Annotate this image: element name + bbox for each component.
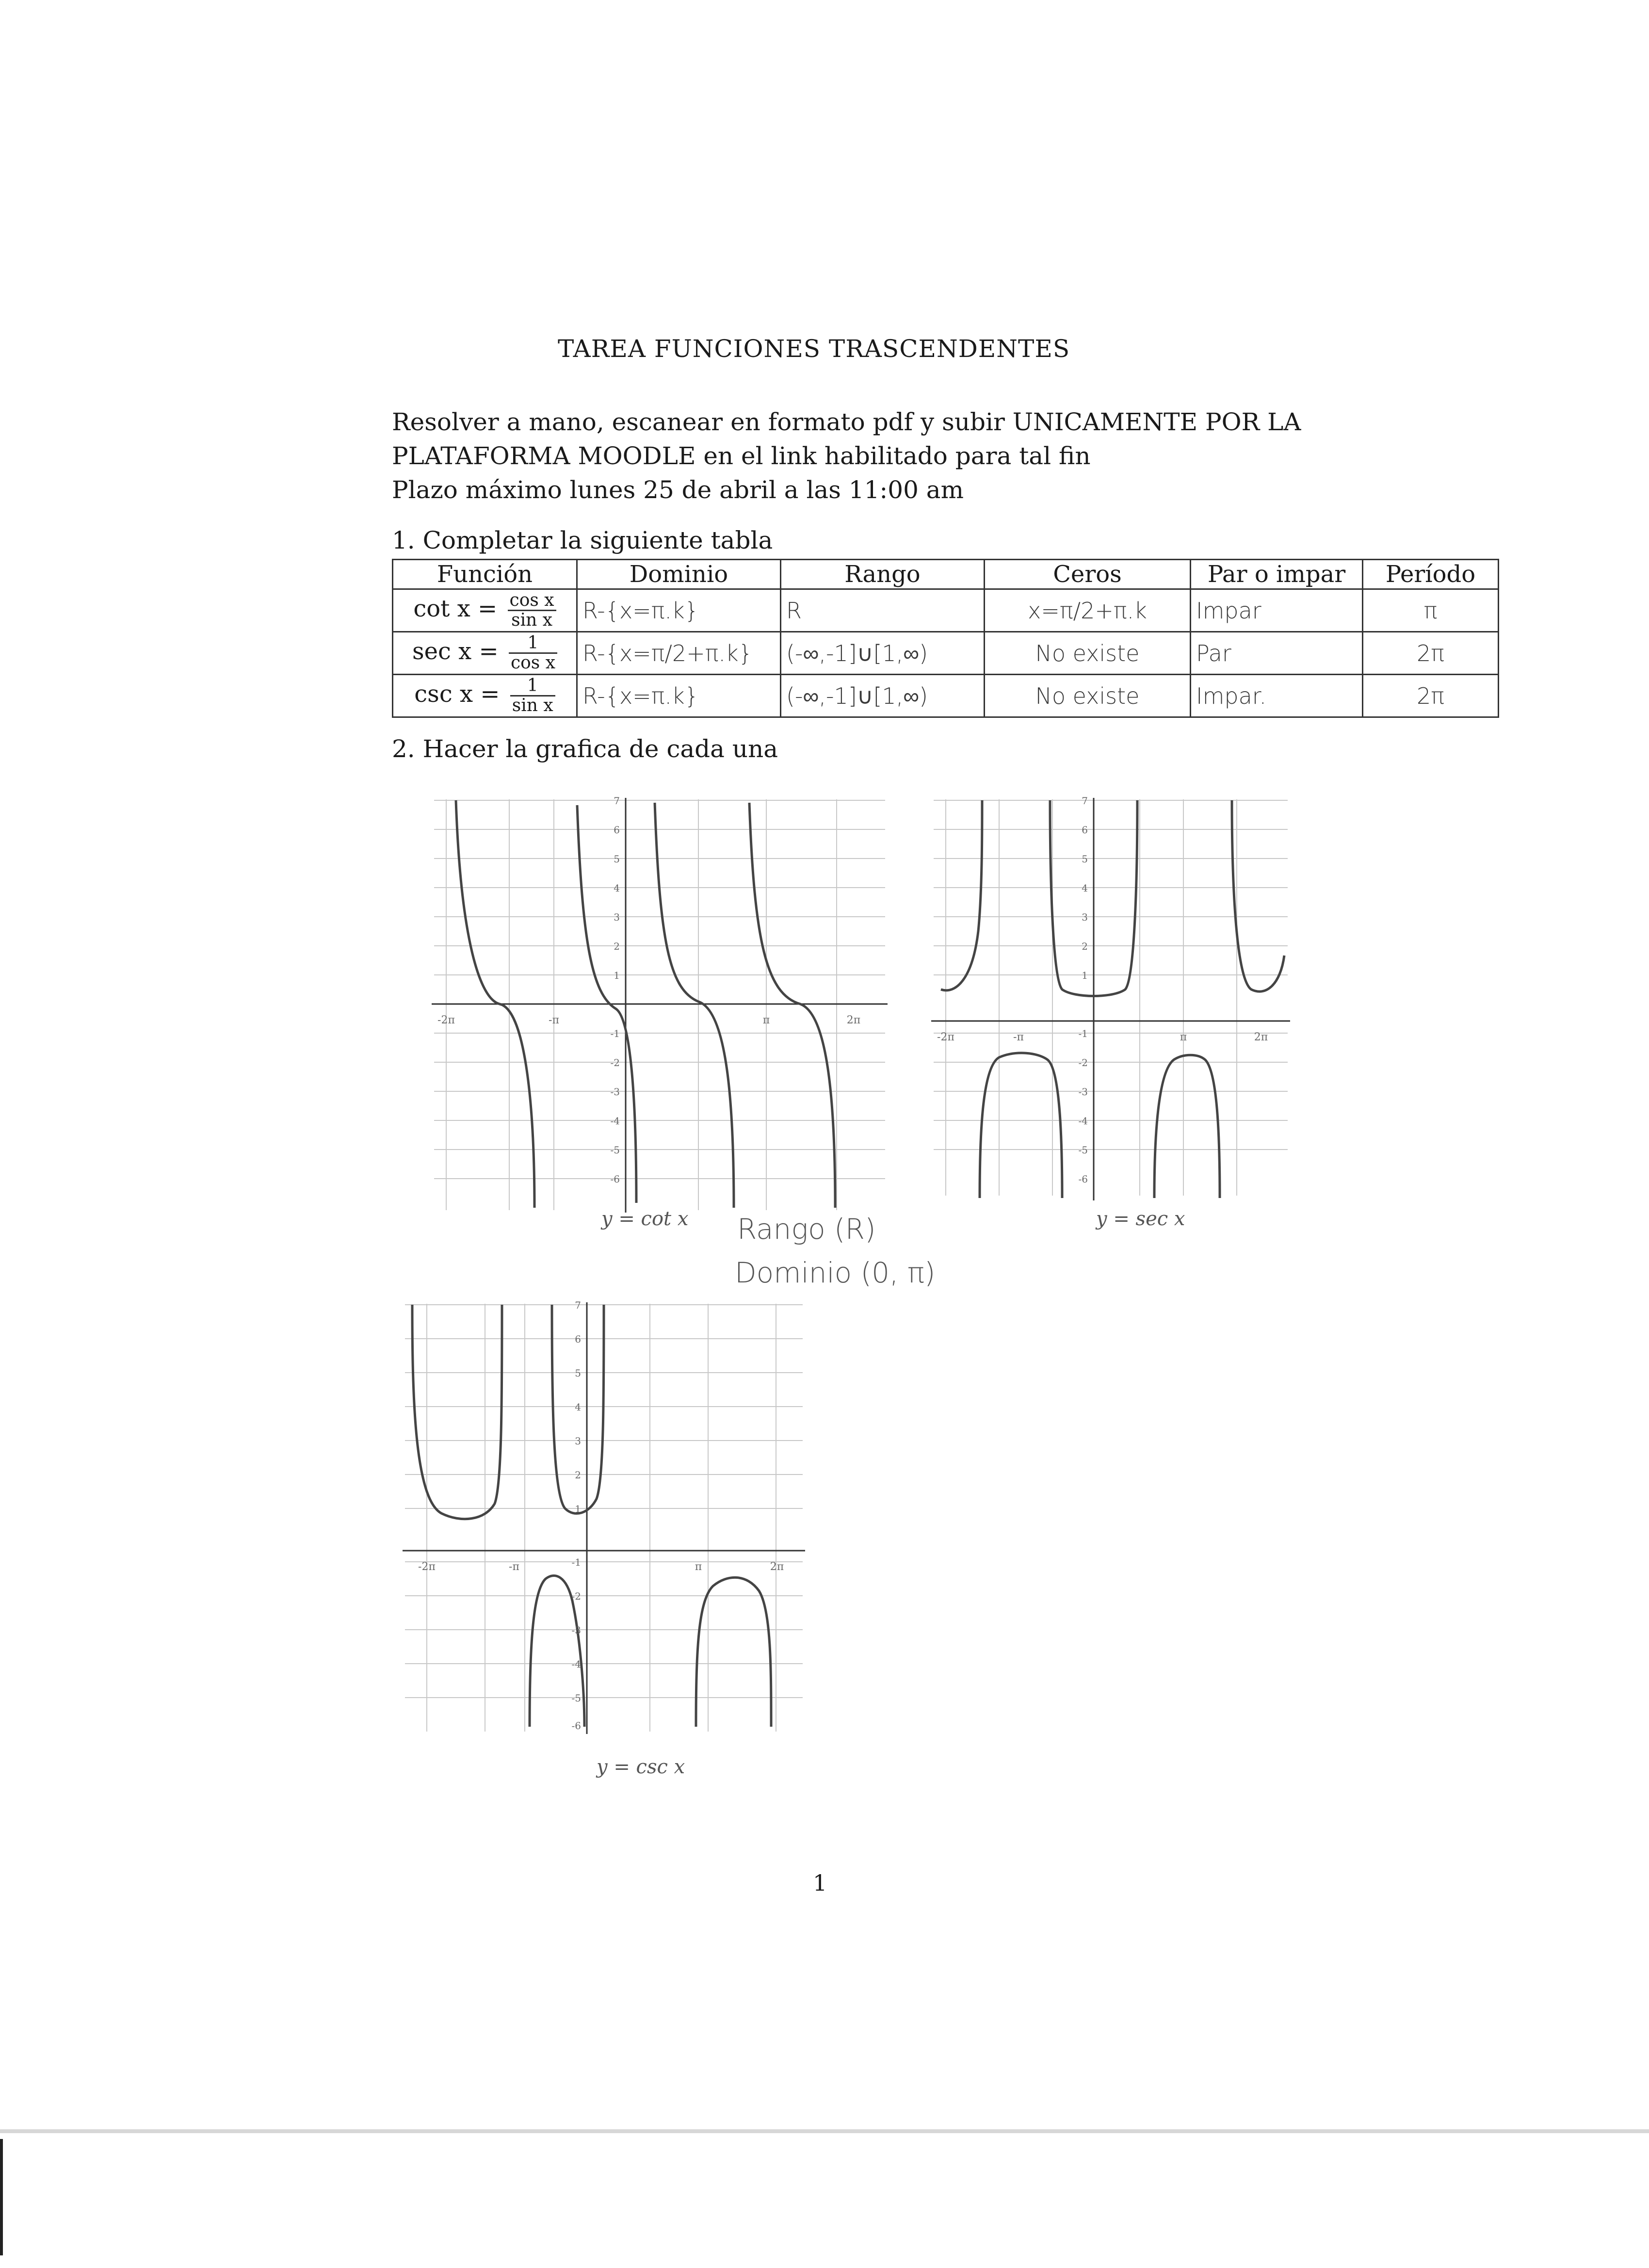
table-row <box>393 632 1499 675</box>
y-tick-label: 4 <box>1082 882 1088 894</box>
cell-ceros: x=π/2+π.k <box>985 589 1191 632</box>
scan-edge-mark <box>0 2139 3 2255</box>
header-funcion: Función <box>393 560 577 589</box>
y-tick-label: -6 <box>571 1720 581 1732</box>
y-tick-label: 6 <box>575 1333 581 1345</box>
y-tick-label: 4 <box>575 1401 581 1413</box>
cell-periodo: 2π <box>1363 675 1499 717</box>
fraction <box>508 591 556 630</box>
y-tick-label: -4 <box>1078 1115 1088 1127</box>
y-tick-label: 7 <box>575 1300 581 1311</box>
cell-function <box>393 589 577 632</box>
header-periodo: Período <box>1363 560 1499 589</box>
page-number: 1 <box>813 1870 827 1896</box>
handwritten-note-dominio: Dominio (0, π) <box>735 1256 936 1289</box>
x-tick-label: -2π <box>418 1561 436 1573</box>
y-tick-label: -6 <box>1078 1173 1088 1185</box>
exercise-2-heading: 2. Hacer la grafica de cada una <box>392 735 778 763</box>
cell-ceros: No existe <box>985 632 1191 675</box>
header-rango: Rango <box>781 560 985 589</box>
x-tick-label: π <box>762 1014 770 1026</box>
cell-ceros: No existe <box>985 675 1191 717</box>
y-tick-label: -2 <box>571 1590 581 1602</box>
y-tick-label: 2 <box>614 940 620 952</box>
fraction <box>510 677 555 715</box>
scan-edge-line <box>0 2129 1649 2133</box>
sec-curve-branch <box>980 1053 1062 1198</box>
y-tick-label: -2 <box>1078 1057 1088 1069</box>
instruction-line-3: Plazo máximo lunes 25 de abril a las 11:00 am <box>392 476 964 504</box>
y-tick-label: -1 <box>610 1028 620 1039</box>
x-tick-labels <box>418 1561 784 1573</box>
y-tick-label: 2 <box>1082 940 1088 952</box>
y-tick-label: -1 <box>571 1556 581 1568</box>
cot-graph <box>427 795 892 1217</box>
y-tick-label: -4 <box>610 1115 620 1127</box>
y-tick-label: 2 <box>575 1469 581 1481</box>
y-tick-label: 6 <box>614 824 620 836</box>
csc-caption: y = csc x <box>597 1756 685 1778</box>
fraction-numerator: 1 <box>509 634 557 654</box>
y-tick-label: 1 <box>1082 970 1088 981</box>
y-tick-label: -3 <box>1078 1086 1088 1098</box>
y-tick-label: -2 <box>610 1057 620 1069</box>
instructions <box>392 405 1301 507</box>
header-ceros: Ceros <box>985 560 1191 589</box>
x-tick-label: 2π <box>770 1561 784 1573</box>
y-tick-label: 7 <box>1082 795 1088 807</box>
grid <box>934 799 1288 1196</box>
cell-dominio: R-{x=π/2+π.k} <box>577 632 781 675</box>
function-name: sec x = <box>412 638 499 665</box>
fraction-numerator: cos x <box>508 591 556 611</box>
cell-dominio: R-{x=π.k} <box>577 589 781 632</box>
functions-table <box>392 559 1499 718</box>
y-tick-label: 6 <box>1082 824 1088 836</box>
y-tick-label: -6 <box>610 1173 620 1185</box>
table-row <box>393 675 1499 717</box>
table-header-row <box>393 560 1499 589</box>
csc-graph <box>398 1300 810 1736</box>
y-tick-label: 4 <box>614 882 620 894</box>
y-tick-label: 5 <box>1082 853 1088 865</box>
y-tick-label: 1 <box>614 970 620 981</box>
instruction-line-1: Resolver a mano, escanear en formato pdf y subir UNICAMENTE POR LA <box>392 408 1301 436</box>
x-tick-label: -π <box>509 1561 519 1573</box>
cell-rango: R <box>781 589 985 632</box>
x-tick-label: 2π <box>846 1014 861 1026</box>
cell-periodo: π <box>1363 589 1499 632</box>
x-tick-labels <box>437 1014 860 1026</box>
cell-dominio: R-{x=π.k} <box>577 675 781 717</box>
csc-curve-branch <box>412 1305 502 1519</box>
function-name: cot x = <box>413 595 498 622</box>
x-tick-label: π <box>695 1561 702 1573</box>
function-name: csc x = <box>414 680 500 708</box>
sec-curve-branch <box>1154 1055 1220 1198</box>
cot-curve-branch <box>655 803 734 1208</box>
y-tick-label: -5 <box>610 1144 620 1156</box>
y-tick-labels <box>1079 795 1088 1185</box>
sec-graph <box>926 795 1295 1203</box>
y-tick-label: 1 <box>575 1503 581 1515</box>
cell-function <box>393 675 577 717</box>
instruction-line-2: PLATAFORMA MOODLE en el link habilitado para tal fin <box>392 442 1091 470</box>
y-tick-labels <box>611 795 620 1185</box>
y-tick-labels <box>572 1300 581 1732</box>
header-paridad: Par o impar <box>1191 560 1363 589</box>
cell-paridad: Par <box>1191 632 1363 675</box>
y-tick-label: -1 <box>1078 1028 1088 1039</box>
handwritten-note-rango: Rango (R) <box>737 1213 876 1246</box>
x-tick-label: -π <box>549 1014 559 1026</box>
x-tick-label: π <box>1180 1031 1187 1043</box>
csc-curve-branch <box>696 1577 771 1727</box>
y-tick-label: 5 <box>575 1367 581 1379</box>
cell-rango: (-∞,-1]∪[1,∞) <box>781 675 985 717</box>
x-tick-label: -π <box>1013 1031 1024 1043</box>
x-tick-label: -2π <box>437 1014 455 1026</box>
x-tick-label: 2π <box>1254 1031 1268 1043</box>
y-tick-label: -4 <box>571 1658 581 1670</box>
table-row <box>393 589 1499 632</box>
y-tick-label: 3 <box>575 1435 581 1447</box>
sec-caption: y = sec x <box>1096 1208 1185 1230</box>
fraction-numerator: 1 <box>510 677 555 697</box>
y-tick-label: 5 <box>614 853 620 865</box>
y-tick-label: 3 <box>614 911 620 923</box>
y-tick-label: 3 <box>1082 911 1088 923</box>
fraction-denominator: cos x <box>510 653 556 673</box>
document-title: TAREA FUNCIONES TRASCENDENTES <box>558 335 1070 363</box>
y-tick-label: 7 <box>614 795 620 807</box>
cell-function <box>393 632 577 675</box>
cot-caption: y = cot x <box>601 1208 689 1230</box>
cell-paridad: Impar. <box>1191 675 1363 717</box>
fraction-denominator: sin x <box>511 610 553 630</box>
y-tick-label: -3 <box>571 1624 581 1636</box>
cot-curve-branch <box>749 803 835 1208</box>
cell-rango: (-∞,-1]∪[1,∞) <box>781 632 985 675</box>
fraction <box>509 634 557 672</box>
exercise-1-heading: 1. Completar la siguiente tabla <box>392 526 773 554</box>
header-dominio: Dominio <box>577 560 781 589</box>
y-tick-label: -5 <box>571 1692 581 1704</box>
y-tick-label: -5 <box>1078 1144 1088 1156</box>
cell-periodo: 2π <box>1363 632 1499 675</box>
x-tick-label: -2π <box>937 1031 954 1043</box>
cell-paridad: Impar <box>1191 589 1363 632</box>
fraction-denominator: sin x <box>512 696 553 715</box>
y-tick-label: -3 <box>610 1086 620 1098</box>
sec-curve-branch <box>941 800 982 990</box>
